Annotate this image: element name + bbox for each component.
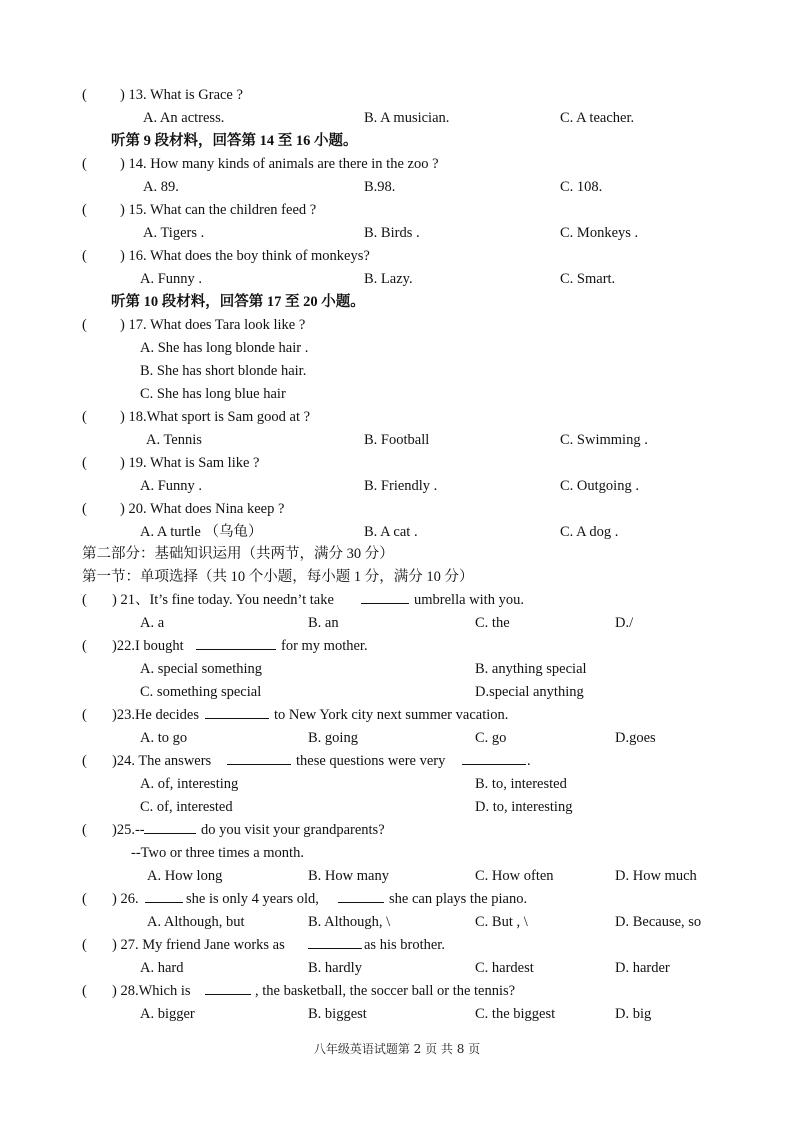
- option-c: C. 108.: [560, 179, 603, 195]
- option-d: D. big: [615, 1006, 652, 1022]
- question-25: [0, 819, 794, 842]
- answer-paren: (: [82, 638, 87, 654]
- stem-after-blank: as his brother.: [364, 937, 445, 953]
- answer-paren: (: [82, 592, 87, 608]
- answer-paren: (: [82, 937, 87, 953]
- section-heading-material-9: 听第 9 段材料，回答第 14 至 16 小题。: [111, 133, 358, 149]
- stem-before-blank: )22.I bought: [112, 638, 184, 654]
- answer-blank-2[interactable]: [338, 888, 384, 903]
- option-d: D. Because, so: [615, 914, 702, 930]
- option-c: C. A teacher.: [560, 110, 635, 126]
- answer-blank-1[interactable]: [145, 888, 183, 903]
- option-b: B. an: [308, 615, 339, 631]
- option-b: B. Although, \: [308, 914, 391, 930]
- stem-after-blank: .: [527, 753, 531, 769]
- question-stem: ) 18.What sport is Sam good at ?: [120, 409, 311, 425]
- question-25-options: [0, 865, 794, 888]
- option-a: A. to go: [140, 730, 188, 746]
- answer-paren: (: [82, 202, 87, 218]
- answer-blank-2[interactable]: [462, 750, 526, 765]
- question-stem: ) 19. What is Sam like ?: [120, 455, 260, 471]
- answer-paren: (: [82, 983, 87, 999]
- option-b: B. She has short blonde hair.: [140, 363, 307, 379]
- question-stem: ) 20. What does Nina keep ?: [120, 501, 285, 517]
- question-13: [0, 84, 794, 107]
- question-14: [0, 153, 794, 176]
- question-19-options: [0, 475, 794, 498]
- option-c: C. Monkeys .: [560, 225, 639, 241]
- dialogue-reply: --Two or three times a month.: [131, 845, 304, 861]
- option-a: A. 89.: [143, 179, 179, 195]
- option-c: C. of, interested: [140, 799, 233, 815]
- question-27: [0, 934, 794, 957]
- stem-before-blank: ) 28.Which is: [112, 983, 191, 999]
- stem-before-blank: )23.He decides: [112, 707, 199, 723]
- option-d: D./: [615, 615, 634, 631]
- question-24-options-row-2: [0, 796, 794, 819]
- stem-after-blank: for my mother.: [281, 638, 368, 654]
- question-stem: ) 14. How many kinds of animals are there in the zoo ?: [120, 156, 439, 172]
- question-24: [0, 750, 794, 773]
- question-stem: ) 13. What is Grace ?: [120, 87, 243, 103]
- option-c: C. something special: [140, 684, 262, 700]
- option-b: B. Lazy.: [364, 271, 413, 287]
- question-16-options: [0, 268, 794, 291]
- option-a: A. Although, but: [147, 914, 245, 930]
- answer-blank[interactable]: [308, 934, 362, 949]
- section-heading: 第一节：单项选择（共 10 个小题，每小题 1 分，满分 10 分）: [82, 569, 474, 585]
- option-d: D.goes: [615, 730, 656, 746]
- question-23: [0, 704, 794, 727]
- answer-paren: (: [82, 707, 87, 723]
- question-26: [0, 888, 794, 911]
- question-20-options: [0, 521, 794, 544]
- option-c: C. But , \: [475, 914, 528, 930]
- option-b: B. A cat .: [364, 524, 418, 540]
- answer-paren: (: [82, 409, 87, 425]
- question-14-options: [0, 176, 794, 199]
- option-c: C. Smart.: [560, 271, 616, 287]
- option-b: B. hardly: [308, 960, 362, 976]
- stem-after-blank: , the basketball, the soccer ball or the tennis?: [255, 983, 516, 999]
- question-21-options: [0, 612, 794, 635]
- question-stem: ) 16. What does the boy think of monkeys?: [120, 248, 370, 264]
- option-a: A. special something: [140, 661, 263, 677]
- question-16: [0, 245, 794, 268]
- question-28: [0, 980, 794, 1003]
- question-15-options: [0, 222, 794, 245]
- option-b: B. How many: [308, 868, 389, 884]
- option-a: A. Tigers .: [143, 225, 205, 241]
- option-b: B. Friendly .: [364, 478, 438, 494]
- question-19: [0, 452, 794, 475]
- answer-blank[interactable]: [144, 819, 196, 834]
- question-17-option-c: [0, 383, 794, 406]
- answer-paren: (: [82, 156, 87, 172]
- answer-blank[interactable]: [361, 589, 409, 604]
- option-b: B.98.: [364, 179, 396, 195]
- question-28-options: [0, 1003, 794, 1026]
- option-c: C. Outgoing .: [560, 478, 639, 494]
- question-21: [0, 589, 794, 612]
- answer-paren: (: [82, 753, 87, 769]
- stem-between-blanks: she is only 4 years old,: [186, 891, 319, 907]
- option-b: B. going: [308, 730, 358, 746]
- option-c: C. She has long blue hair: [140, 386, 286, 402]
- option-c: C. How often: [475, 868, 554, 884]
- question-22-options-row-2: [0, 681, 794, 704]
- answer-blank[interactable]: [205, 980, 251, 995]
- option-b: B. A musician.: [364, 110, 450, 126]
- answer-blank[interactable]: [205, 704, 269, 719]
- option-c: C. Swimming .: [560, 432, 648, 448]
- question-25-reply: [0, 842, 794, 865]
- stem-between-blanks: these questions were very: [296, 753, 446, 769]
- option-a: A. A turtle （乌龟）: [140, 524, 263, 540]
- option-b: B. biggest: [308, 1006, 367, 1022]
- option-d: D. How much: [615, 868, 697, 884]
- stem-after-blank: do you visit your grandparents?: [201, 822, 385, 838]
- answer-paren: (: [82, 248, 87, 264]
- question-22: [0, 635, 794, 658]
- option-d: D. harder: [615, 960, 670, 976]
- question-17: [0, 314, 794, 337]
- question-22-options-row-1: [0, 658, 794, 681]
- question-23-options: [0, 727, 794, 750]
- option-a: A. She has long blonde hair .: [140, 340, 309, 356]
- section-heading-material-10: 听第 10 段材料，回答第 17 至 20 小题。: [111, 294, 365, 310]
- question-20: [0, 498, 794, 521]
- option-b: B. Birds .: [364, 225, 420, 241]
- option-b: B. to, interested: [475, 776, 567, 792]
- stem-before-blank: ) 21、It’s fine today. You needn’t take: [112, 592, 334, 608]
- answer-blank[interactable]: [196, 635, 276, 650]
- option-c: C. the biggest: [475, 1006, 556, 1022]
- option-a: A. bigger: [140, 1006, 195, 1022]
- stem-after-blank: umbrella with you.: [414, 592, 524, 608]
- option-c: C. the: [475, 615, 510, 631]
- question-26-options: [0, 911, 794, 934]
- option-b: B. anything special: [475, 661, 587, 677]
- answer-paren: (: [82, 455, 87, 471]
- option-a: A. a: [140, 615, 165, 631]
- option-a: A. of, interesting: [140, 776, 239, 792]
- option-c: C. A dog .: [560, 524, 619, 540]
- option-a: A. Funny .: [140, 271, 203, 287]
- question-17-option-a: [0, 337, 794, 360]
- question-18-options: [0, 429, 794, 452]
- option-d: D. to, interesting: [475, 799, 573, 815]
- option-a: A. An actress.: [143, 110, 225, 126]
- question-17-option-b: [0, 360, 794, 383]
- page-footer: 八年级英语试题第 2 页 共 8 页: [313, 1042, 481, 1056]
- answer-paren: (: [82, 891, 87, 907]
- answer-blank-1[interactable]: [227, 750, 291, 765]
- option-a: A. hard: [140, 960, 184, 976]
- option-c: C. hardest: [475, 960, 534, 976]
- option-a: A. How long: [147, 868, 223, 884]
- stem-before-blank: )25.--: [112, 822, 145, 838]
- option-d: D.special anything: [475, 684, 584, 700]
- answer-paren: (: [82, 87, 87, 103]
- question-18: [0, 406, 794, 429]
- option-a: A. Funny .: [140, 478, 203, 494]
- question-stem: ) 15. What can the children feed ?: [120, 202, 317, 218]
- answer-paren: (: [82, 317, 87, 333]
- option-b: B. Football: [364, 432, 430, 448]
- stem-after-blank: she can plays the piano.: [389, 891, 528, 907]
- part-heading: 第二部分：基础知识运用（共两节，满分 30 分）: [82, 546, 394, 562]
- question-15: [0, 199, 794, 222]
- stem-before-blank: ) 26.: [112, 891, 139, 907]
- question-24-options-row-1: [0, 773, 794, 796]
- option-a: A. Tennis: [146, 432, 202, 448]
- answer-paren: (: [82, 822, 87, 838]
- question-13-options: [0, 107, 794, 130]
- stem-after-blank: to New York city next summer vacation.: [274, 707, 509, 723]
- question-stem: ) 17. What does Tara look like ?: [120, 317, 306, 333]
- option-c: C. go: [475, 730, 507, 746]
- stem-before-blank: )24. The answers: [112, 753, 212, 769]
- question-27-options: [0, 957, 794, 980]
- answer-paren: (: [82, 501, 87, 517]
- stem-before-blank: ) 27. My friend Jane works as: [112, 937, 285, 953]
